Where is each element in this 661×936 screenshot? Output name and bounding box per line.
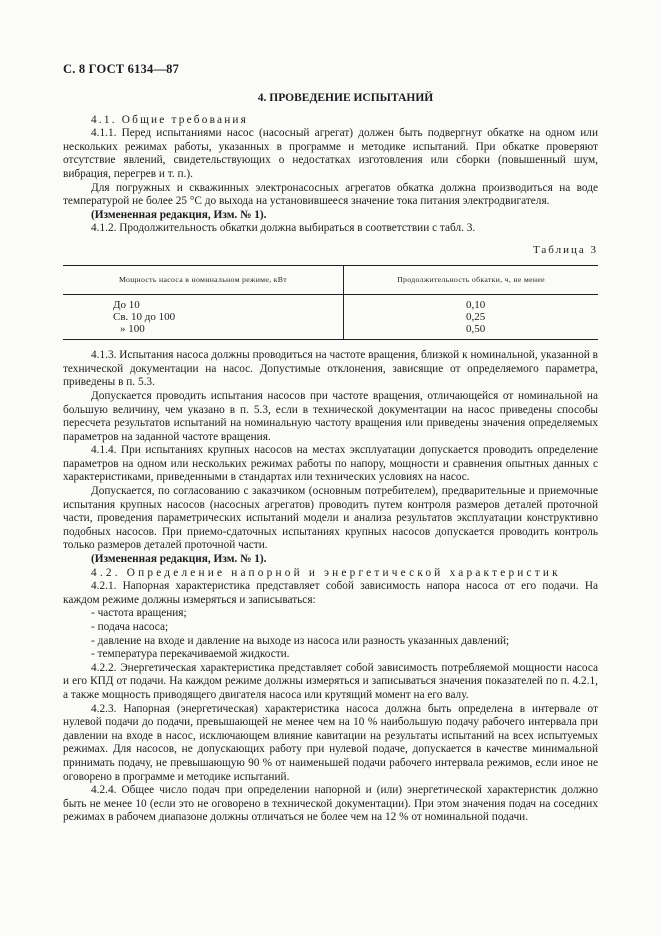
paragraph-4-2-4: 4.2.4. Общее число подач при определении напорной и (или) энергетической характеристик должно быть не менее 10 (если это не оговорено в технической документации). При этом значения подач на соседних режимах в рабочем диапазоне должны отличаться не более чем на 12 % от номинальной подачи. [63,784,598,824]
run-in-duration-table [63,265,598,341]
table-cell-power [63,294,344,340]
page-content [63,92,598,825]
table-caption: Таблица 3 [532,243,598,256]
paragraph-allowed-speed: Допускается проводить испытания насосов при частоте вращения, отличающейся от номинальной на большую величину, чем указано в п. 5.3, если в технической документации на насос приведены способы пересчета результатов испытаний на номинальную частоту вращения или приведены значения определяемых параметров на заданной частоте вращения. [63,389,598,443]
paragraph-4-1-3: 4.1.3. Испытания насоса должны проводиться на частоте вращения, близкой к номинальной, указанной в технической документации на насос. Допустимые отклонения, зависящие от определяемого параметра, приведены в п. 5.3. [63,349,598,389]
paragraph-4-2-1: 4.2.1. Напорная характеристика представляет собой зависимость напора насоса от его подачи. На каждом режиме должны измеряться и записываться: [63,580,598,606]
list-item: - давление на входе и давление на выходе из насоса или разность указанных давлений; [91,634,510,647]
paragraph-4-1-2: 4.1.2. Продолжительность обкатки должна выбираться в соответствии с табл. 3. [91,222,476,235]
power-value: » 100 [120,322,145,335]
duration-value: 0,50 [466,322,486,335]
duration-value: 0,10 [466,298,486,311]
page-header: С. 8 ГОСТ 6134—87 [63,62,180,76]
power-value: До 10 [113,298,140,311]
paragraph-4-2-2: 4.2.2. Энергетическая характеристика представляет собой зависимость потребляемой мощности насоса и его КПД от подачи. На каждом режиме должны измеряться и записываться значения показателей по п. 4.2.1, а также мощность приводящего двигателя насоса или крутящий момент на его валу. [63,661,598,701]
paragraph-allowed-agreement: Допускается, по согласованию с заказчиком (основным потребителем), предварительные и приемочные испытания крупных насосов (насосных агрегатов) проводить путем контроля размеров деталей проточной части, проведения параметрических испытаний модели и анализа результатов эксплуатации конструктивно подобных насосов. При приемо-сдаточных испытаниях крупных насосов допускается проводить контроль только размеров деталей проточной части. [63,485,598,552]
section-title: 4. ПРОВЕДЕНИЕ ИСПЫТАНИЙ [257,92,434,104]
paragraph-4-2-3: 4.2.3. Напорная (энергетическая) характеристика насоса должна быть определена в интервале от нулевой подачи до подачи, превышающей не менее чем на 10 % наибольшую подачу рабочего интервала при давлении на входе в насос, исключающем влияние кавитации на результаты испытаний на всех испытуемых режимах. Для насосов, не допускающих работу при нулевой подаче, допускается в качестве минимальной принимать подачу, не превышающую 90 % от наименьшей подачи рабочего интервала режимов, если иное не оговорено в программе и методике испытаний. [63,702,598,783]
paragraph-4-1-4: 4.1.4. При испытаниях крупных насосов на местах эксплуатации допускается проводить определение параметров на одном или нескольких режимах работы по напору, мощности и сравнения опытных данных с характеристиками, приведенными в стандартах или технических условиях на насос. [63,444,598,484]
power-value: Св. 10 до 100 [113,310,176,323]
table-cell-duration [344,294,599,340]
list-item: - частота вращения; [91,607,187,620]
table-row [63,294,598,340]
body-after-table [63,349,598,825]
list-item: - температура перекачиваемой жидкости. [91,648,290,661]
amendment-note: (Измененная редакция, Изм. № 1). [91,208,267,221]
subsection-4-2-heading: 4.2. Определение напорной и энергетической характеристик [91,566,561,579]
paragraph-4-1-1: 4.1.1. Перед испытаниями насос (насосный агрегат) должен быть подвергнут обкатке на одном или нескольких режимах работы, указанных в программе и методике испытаний. При обкатке проверяют отсутствие явлений, свидетельствующих о недостатках изготовления или сборки (повышенный шум, вибрация, перегрев и т. п.). [63,127,598,180]
table-header-duration: Продолжительность обкатки, ч, не менее [344,265,599,294]
subsection-4-1-heading: 4.1. Общие требования [91,113,249,126]
duration-value: 0,25 [466,310,486,323]
paragraph-submersible: Для погружных и скважинных электронасосных агрегатов обкатка должна производиться на воде температурой не более 25 °С до выхода на установившееся значение тока питания электродвигателя. [63,181,598,208]
list-item: - подача насоса; [91,621,169,634]
amendment-note: (Измененная редакция, Изм. № 1). [91,553,267,566]
table-header-power: Мощность насоса в номинальном режиме, кВт [63,265,344,294]
